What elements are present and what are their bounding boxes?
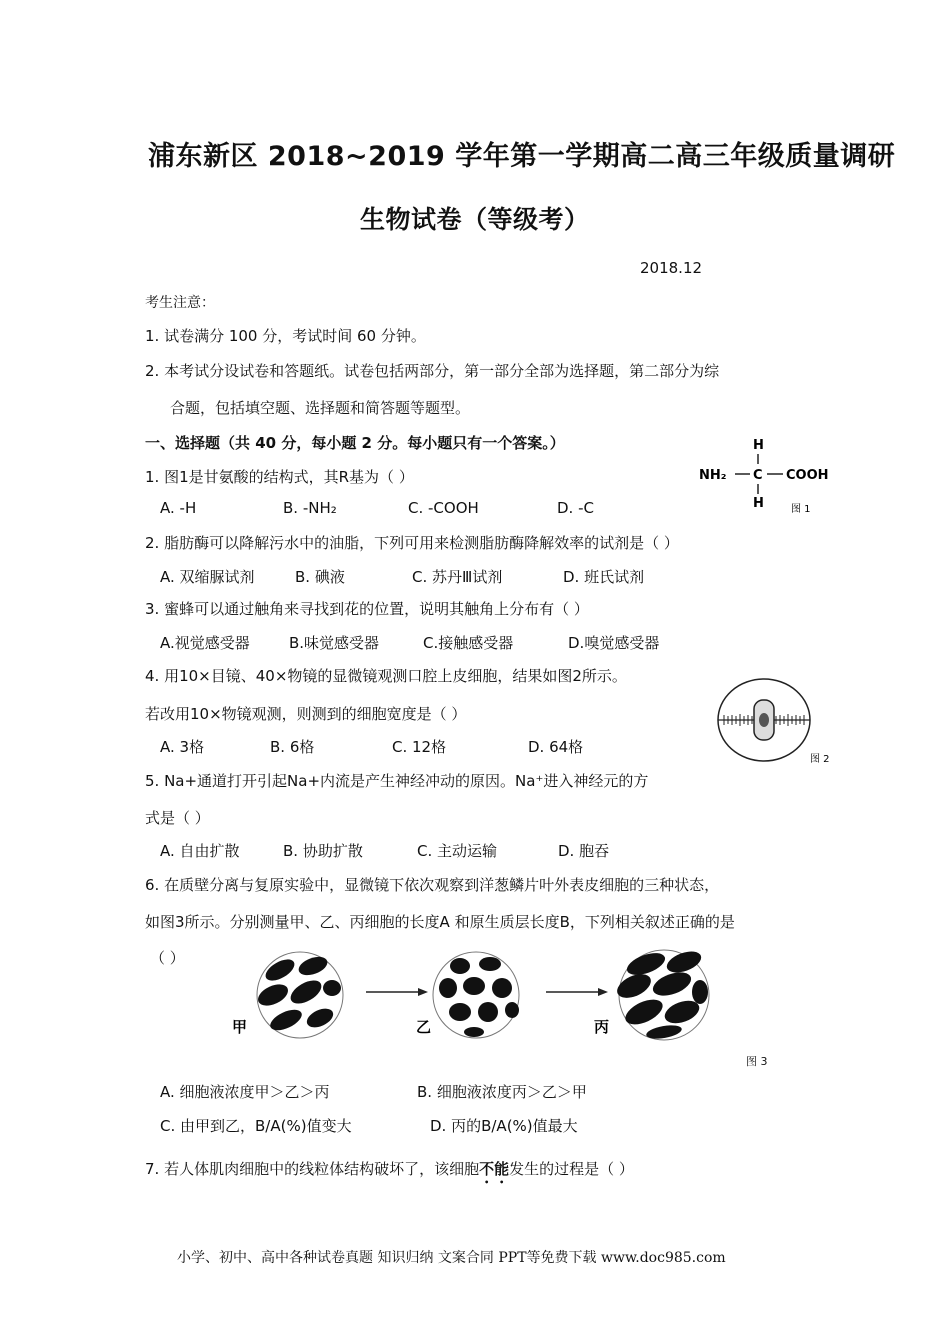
cell-state-jia bbox=[232, 952, 343, 1038]
glycine-c: C bbox=[753, 468, 763, 483]
label-yi: 乙 bbox=[416, 1018, 432, 1036]
q1-stem: 1. 图1是甘氨酸的结构式，其R基为（ ） bbox=[145, 468, 414, 486]
q7-stem-a: 7. 若人体肌肉细胞中的线粒体结构破坏了，该细胞 bbox=[145, 1160, 480, 1178]
section-heading: 一、选择题（共 40 分，每小题 2 分。每小题只有一个答案。） bbox=[145, 434, 565, 452]
microscope-field-figure bbox=[712, 676, 838, 768]
q6-option-d: D. 丙的B/A(%)值最大 bbox=[430, 1117, 578, 1135]
glycine-h-bottom: H bbox=[753, 496, 764, 511]
q2-option-b: B. 碘液 bbox=[295, 568, 345, 586]
q6-option-a: A. 细胞液浓度甲＞乙＞丙 bbox=[160, 1083, 330, 1101]
plasmolysis-figure bbox=[228, 940, 728, 1070]
glycine-h-top: H bbox=[753, 438, 764, 453]
q4-option-a: A. 3格 bbox=[160, 738, 205, 756]
q6-stem-b: 如图3所示。分别测量甲、乙、丙细胞的长度A 和原生质层长度B，下列相关叙述正确的是 bbox=[145, 913, 735, 931]
notice-heading: 考生注意： bbox=[145, 295, 215, 311]
exam-date: 2018.12 bbox=[640, 259, 703, 277]
page-title-line1: 浦东新区 2018~2019 学年第一学期高二高三年级质量调研 bbox=[148, 141, 896, 172]
cell-state-yi bbox=[416, 952, 519, 1038]
q5-option-d: D. 胞吞 bbox=[558, 842, 610, 860]
q1-option-c: C. -COOH bbox=[408, 499, 479, 517]
q2-stem: 2. 脂肪酶可以降解污水中的油脂，下列可用来检测脂肪酶降解效率的试剂是（ ） bbox=[145, 534, 679, 552]
q4-stem-b: 若改用10×物镜观测，则测到的细胞宽度是（ ） bbox=[145, 705, 467, 723]
q1-option-a: A. -H bbox=[160, 499, 197, 517]
q2-option-d: D. 班氏试剂 bbox=[563, 568, 645, 586]
q4-option-b: B. 6格 bbox=[270, 738, 315, 756]
q7-stem-b: 发生的过程是（ ） bbox=[509, 1160, 634, 1178]
q3-option-c: C.接触感受器 bbox=[423, 634, 514, 652]
q5-option-b: B. 协助扩散 bbox=[283, 842, 363, 860]
q1-option-b: B. -NH₂ bbox=[283, 499, 337, 517]
q5-option-a: A. 自由扩散 bbox=[160, 842, 240, 860]
figure2-caption: 图 2 bbox=[810, 754, 830, 765]
label-bing: 丙 bbox=[594, 1018, 610, 1036]
q5-option-c: C. 主动运输 bbox=[417, 842, 498, 860]
q6-option-c: C. 由甲到乙，B/A(%)值变大 bbox=[160, 1117, 352, 1135]
glycine-cooh: COOH bbox=[786, 468, 829, 483]
q5-stem-a: 5. Na+通道打开引起Na+内流是产生神经冲动的原因。Na⁺进入神经元的方 bbox=[145, 772, 649, 790]
figure3-caption: 图 3 bbox=[746, 1055, 768, 1068]
q6-option-b: B. 细胞液浓度丙＞乙＞甲 bbox=[417, 1083, 587, 1101]
glycine-structure-figure bbox=[695, 432, 835, 517]
q1-option-d: D. -C bbox=[557, 499, 594, 517]
q7-stem bbox=[145, 1158, 634, 1187]
q3-option-a: A.视觉感受器 bbox=[160, 634, 250, 652]
q4-option-d: D. 64格 bbox=[528, 738, 584, 756]
q5-stem-b: 式是（ ） bbox=[145, 809, 210, 827]
cell-nucleus bbox=[759, 713, 769, 727]
glycine-nh2: NH₂ bbox=[699, 468, 727, 483]
q3-stem: 3. 蜜蜂可以通过触角来寻找到花的位置，说明其触角上分布有（ ） bbox=[145, 600, 589, 618]
cell-state-bing bbox=[594, 947, 709, 1041]
q2-option-a: A. 双缩脲试剂 bbox=[160, 568, 255, 586]
notice-item-2a: 2. 本考试分设试卷和答题纸。试卷包括两部分，第一部分全部为选择题，第二部分为综 bbox=[145, 362, 720, 380]
q6-stem-a: 6. 在质壁分离与复原实验中，显微镜下依次观察到洋葱鳞片叶外表皮细胞的三种状态， bbox=[145, 876, 720, 894]
q3-option-b: B.味觉感受器 bbox=[289, 634, 380, 652]
q3-option-d: D.嗅觉感受器 bbox=[568, 634, 660, 652]
page-title-line2: 生物试卷（等级考） bbox=[360, 205, 590, 234]
q2-option-c: C. 苏丹Ⅲ试剂 bbox=[412, 568, 503, 586]
label-jia: 甲 bbox=[232, 1018, 248, 1036]
q4-stem-a: 4. 用10×目镜、40×物镜的显微镜观测口腔上皮细胞，结果如图2所示。 bbox=[145, 667, 627, 685]
q7-emphasis: 不能 bbox=[479, 1160, 510, 1178]
footer-text: 小学、初中、高中各种试卷真题 知识归纳 文案合同 PPT等免费下载 www.doc985.com bbox=[177, 1250, 726, 1266]
q6-stem-c: （ ） bbox=[150, 949, 185, 967]
q4-option-c: C. 12格 bbox=[392, 738, 447, 756]
notice-item-2b: 合题，包括填空题、选择题和简答题等题型。 bbox=[170, 399, 471, 417]
figure1-caption: 图 1 bbox=[791, 504, 811, 515]
notice-item-1: 1. 试卷满分 100 分，考试时间 60 分钟。 bbox=[145, 327, 426, 345]
